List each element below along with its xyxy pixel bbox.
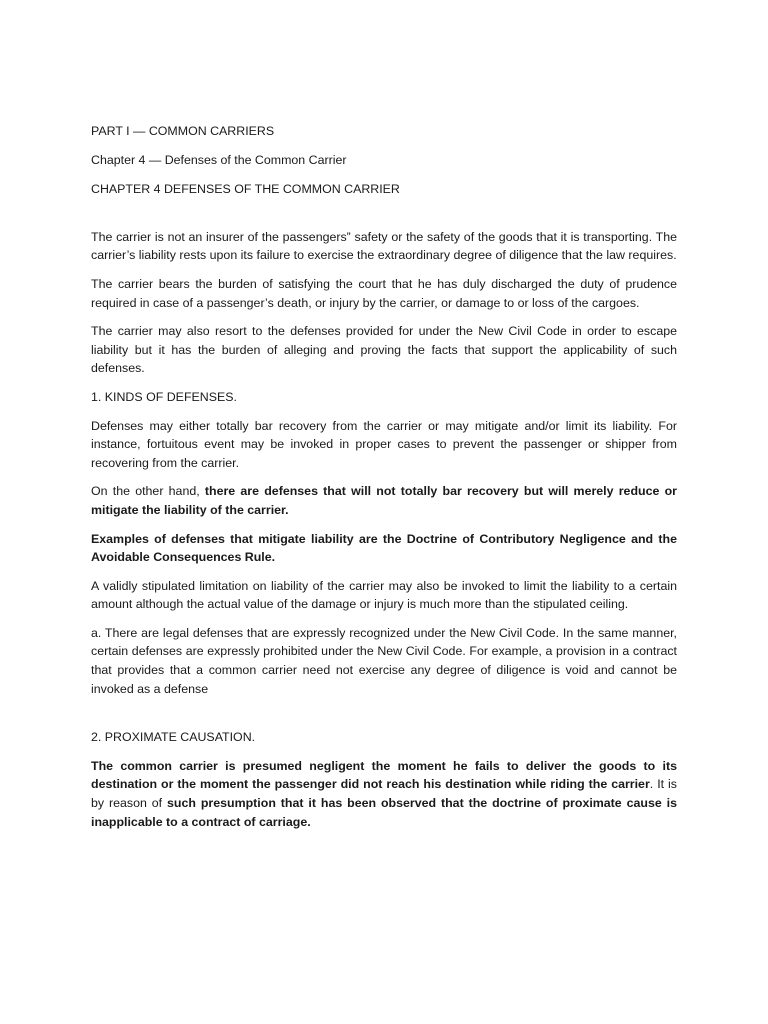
chapter-title: Chapter 4 — Defenses of the Common Carrier	[91, 153, 347, 168]
paragraph-insurer: The carrier is not an insurer of the passengers‟ safety or the safety of the goods that it is transporting. The carrier’s liability rests upon its failure to exercise the extraordinary degree of diligence that the law requires.	[91, 229, 677, 263]
chapter-heading: CHAPTER 4 DEFENSES OF THE COMMON CARRIER	[91, 182, 400, 197]
paragraph-burden: The carrier bears the burden of satisfying the court that he has duly discharged the duty of prudence required in case of a passenger’s death, or injury by the carrier, or damage to or loss of the cargoes.	[91, 276, 677, 310]
paragraph-civil-code-defenses: The carrier may also resort to the defenses provided for under the New Civil Code in order to escape liability but it has the burden of alleging and proving the facts that support the applicability of such defenses.	[91, 324, 677, 376]
mitigate-bold-text: there are defenses that will not totally bar recovery but will merely reduce or mitigate the liability of the carrier.	[91, 484, 677, 517]
mitigate-intro-text: On the other hand,	[91, 484, 205, 499]
section-heading-proximate-causation: 2. PROXIMATE CAUSATION.	[91, 730, 256, 745]
part-title: PART I — COMMON CARRIERS	[91, 124, 275, 138]
paragraph-bar-recovery: Defenses may either totally bar recovery from the carrier or may mitigate and/or limit its liability. For instance, fortuitous event may be invoked in proper cases to prevent the passenger or shipper from recovering from the carrier.	[91, 418, 677, 470]
paragraph-limitation: A validly stipulated limitation on liability of the carrier may also be invoked to limit the liability to a certain amount although the actual value of the damage or injury is much more than the stipulated ceiling.	[91, 578, 677, 612]
paragraph-examples: Examples of defenses that mitigate liability are the Doctrine of Contributory Negligence and the Avoidable Consequences Rule.	[91, 531, 677, 565]
presumption-bold-text-2: such presumption that it has been observed that the doctrine of proximate cause is inapplicable to a contract of carriage.	[91, 796, 677, 829]
presumption-normal-text: . It is by reason of	[91, 777, 677, 811]
paragraph-legal-defenses: a. There are legal defenses that are expressly recognized under the New Civil Code. In the same manner, certain defenses are expressly prohibited under the New Civil Code. For example, a provision in a contract that provides that a common carrier need not exercise any degree of diligence is void and cannot be invoked as a defense	[91, 625, 677, 696]
paragraph-presumed-negligent	[91, 757, 677, 831]
presumption-bold-text-1: The common carrier is presumed negligent the moment he fails to deliver the goods to its destination or the moment the passenger did not reach his destination while riding the carrier	[91, 758, 677, 792]
paragraph-mitigate	[91, 482, 677, 519]
document-page	[91, 122, 677, 841]
section-heading-kinds-of-defenses: 1. KINDS OF DEFENSES.	[91, 389, 237, 404]
